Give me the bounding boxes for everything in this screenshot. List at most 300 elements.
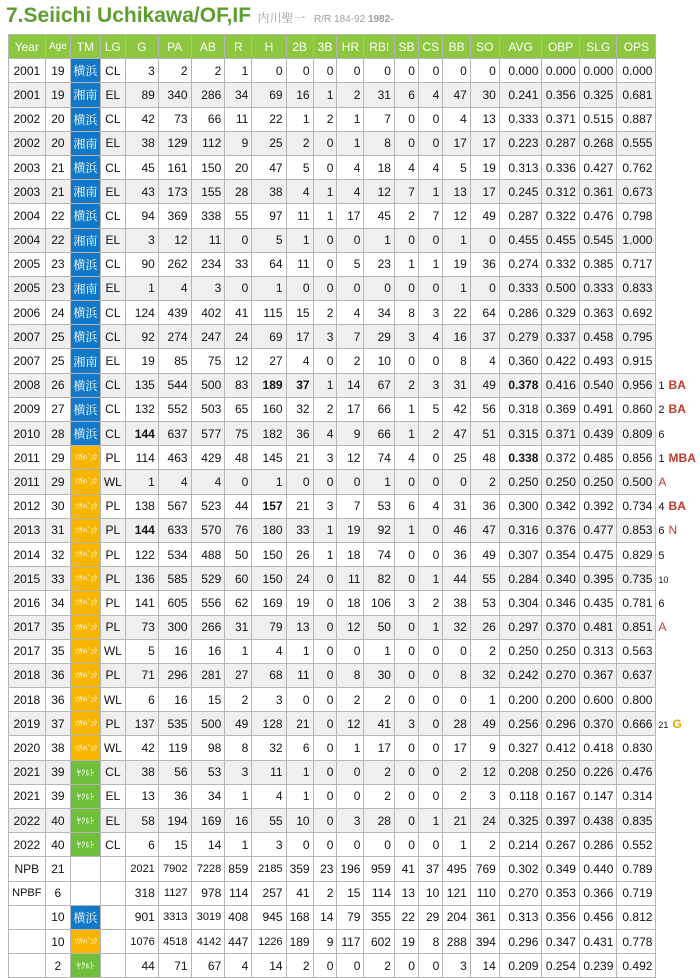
team-cell: 横浜 [71,155,101,179]
seasons-count: 10 [45,929,70,953]
stat-cell-h: 257 [252,881,286,905]
stat-cell-slg: 0.367 [579,663,617,687]
stat-cell-obp: 0.296 [542,712,580,736]
stat-cell-pa: 262 [158,252,191,276]
stat-cell-avg: 0.214 [499,833,542,857]
stat-cell-d: 0 [286,470,313,494]
player-name-jp: 内川聖一 [257,11,306,25]
stat-cell-so: 110 [470,881,499,905]
stat-cell-slg: 0.515 [579,107,617,131]
team-cell: ｿﾌﾄﾊﾞﾝｸ [71,518,101,542]
award-note [656,518,700,542]
stat-cell-obp: 0.346 [542,591,580,615]
stat-cell-r: 0 [225,470,252,494]
team-cell: ﾔｸﾙﾄ [71,833,101,857]
column-header: SO [470,35,499,59]
stat-cell-ops: 0.860 [617,397,656,421]
team-cell: 湘南 [71,228,101,252]
stat-cell-sb: 0 [394,131,418,155]
stat-cell-ops: 0.476 [617,760,656,784]
header-spacer [656,35,700,59]
stat-cell-r: 48 [225,446,252,470]
stat-cell-cs: 2 [418,422,442,446]
stat-cell-ab: 2 [191,59,225,83]
stat-cell-h: 150 [252,542,286,566]
stat-cell-hr: 0 [337,639,364,663]
stat-cell-t: 2 [313,397,337,421]
stat-cell-ops: 0.851 [617,615,656,639]
column-header: OBP [542,35,580,59]
year-cell: 2003 [9,155,46,179]
team-cell: ﾔｸﾙﾄ [71,954,101,978]
league-cell: CL [100,760,126,784]
stat-cell-sb: 6 [394,494,418,518]
stat-cell-g: 3 [126,59,159,83]
stat-cell-so: 2 [470,639,499,663]
stat-cell-d: 21 [286,446,313,470]
stat-cell-rbi: 12 [364,180,395,204]
stat-cell-ab: 75 [191,349,225,373]
stat-cell-slg: 0.392 [579,494,617,518]
stat-cell-cs: 1 [418,252,442,276]
stat-cell-bb: 0 [443,470,471,494]
stat-cell-cs: 4 [418,155,442,179]
table-row [9,591,700,615]
stat-cell-pa: 4518 [158,929,191,953]
award-note [656,204,700,228]
stat-cell-pa: 534 [158,542,191,566]
stat-cell-g: 136 [126,567,159,591]
stat-cell-d: 1 [286,639,313,663]
award-note [656,349,700,373]
stat-cell-bb: 1 [443,833,471,857]
seasons-count: 10 [45,905,70,929]
stat-cell-pa: 274 [158,325,191,349]
stat-cell-g: 19 [126,349,159,373]
stat-cell-cs: 0 [418,784,442,808]
stat-cell-t: 2 [313,107,337,131]
stat-cell-ab: 34 [191,784,225,808]
stat-cell-g: 1076 [126,929,159,953]
stat-cell-d: 11 [286,204,313,228]
stat-cell-ab: 402 [191,301,225,325]
stat-cell-cs: 4 [418,494,442,518]
stat-cell-bb: 495 [443,857,471,881]
stat-cell-slg: 0.361 [579,180,617,204]
team-cell: ｿﾌﾄﾊﾞﾝｸ [71,591,101,615]
stat-cell-so: 14 [470,954,499,978]
stat-cell-obp: 0.376 [542,518,580,542]
stat-cell-so: 361 [470,905,499,929]
stat-cell-obp: 0.322 [542,204,580,228]
stat-cell-obp: 0.416 [542,373,580,397]
stat-cell-ab: 169 [191,809,225,833]
stat-cell-r: 28 [225,180,252,204]
table-row [9,131,700,155]
stat-cell-r: 8 [225,736,252,760]
stat-cell-g: 92 [126,325,159,349]
stat-cell-pa: 12 [158,228,191,252]
stat-cell-t: 2 [313,881,337,905]
stat-cell-ab: 266 [191,615,225,639]
table-row [9,446,700,470]
stat-cell-avg: 0.378 [499,373,542,397]
stat-cell-bb: 8 [443,663,471,687]
stat-cell-slg: 0.600 [579,688,617,712]
stat-cell-slg: 0.286 [579,833,617,857]
totals-row [9,905,700,929]
stat-cell-so: 2 [470,833,499,857]
award-note [656,180,700,204]
league-cell: WL [100,688,126,712]
stat-cell-cs: 10 [418,881,442,905]
stat-cell-so: 30 [470,83,499,107]
stat-cell-d: 0 [286,276,313,300]
stat-cell-h: 150 [252,567,286,591]
stat-cell-bb: 36 [443,542,471,566]
table-row [9,83,700,107]
stat-cell-g: 132 [126,397,159,421]
stat-cell-h: 22 [252,107,286,131]
stat-cell-rbi: 66 [364,397,395,421]
stat-cell-avg: 0.307 [499,542,542,566]
column-header: AB [191,35,225,59]
stat-cell-d: 33 [286,518,313,542]
stat-cell-avg: 0.256 [499,712,542,736]
header-row [9,35,700,59]
stat-cell-sb: 0 [394,567,418,591]
stat-cell-sb: 0 [394,615,418,639]
league-cell: CL [100,155,126,179]
year-cell: 2001 [9,59,46,83]
stat-cell-sb: 0 [394,59,418,83]
stat-cell-t: 0 [313,712,337,736]
age-cell: 27 [45,397,70,421]
table-row [9,228,700,252]
award-badge: MBA [668,450,696,465]
stat-cell-so: 19 [470,155,499,179]
award-note [656,663,700,687]
stat-cell-bb: 2 [443,784,471,808]
stat-cell-t: 0 [313,591,337,615]
stat-cell-avg: 0.208 [499,760,542,784]
stat-cell-avg: 0.286 [499,301,542,325]
stat-cell-r: 2 [225,688,252,712]
stat-cell-g: 3 [126,228,159,252]
stat-cell-pa: 300 [158,615,191,639]
league-cell: CL [100,833,126,857]
stat-cell-pa: 194 [158,809,191,833]
award-note [656,397,700,421]
stat-cell-hr: 0 [337,59,364,83]
year-cell: 2021 [9,760,46,784]
stat-cell-rbi: 959 [364,857,395,881]
stat-cell-so: 47 [470,518,499,542]
stat-cell-ops: 0.856 [617,446,656,470]
stat-cell-cs: 3 [418,301,442,325]
stat-cell-sb: 0 [394,809,418,833]
stat-cell-t: 0 [313,59,337,83]
stat-cell-pa: 585 [158,567,191,591]
stat-cell-bb: 21 [443,809,471,833]
stat-cell-sb: 1 [394,397,418,421]
stat-cell-slg: 0.435 [579,591,617,615]
stat-cell-slg: 0.226 [579,760,617,784]
year-cell: 2012 [9,494,46,518]
stat-cell-pa: 552 [158,397,191,421]
stat-cell-bb: 28 [443,712,471,736]
stat-cell-obp: 0.167 [542,784,580,808]
stat-cell-ab: 529 [191,567,225,591]
stat-cell-r: 55 [225,204,252,228]
league-cell: PL [100,712,126,736]
stat-cell-cs: 0 [418,639,442,663]
table-row [9,155,700,179]
league-cell: PL [100,615,126,639]
award-note [656,422,700,446]
stat-cell-obp: 0.337 [542,325,580,349]
stat-cell-avg: 0.338 [499,446,542,470]
stat-cell-t: 0 [313,131,337,155]
stat-cell-sb: 0 [394,954,418,978]
stat-cell-cs: 2 [418,591,442,615]
stat-cell-d: 11 [286,663,313,687]
stat-cell-cs: 0 [418,349,442,373]
stat-cell-slg: 0.438 [579,809,617,833]
stat-cell-r: 1 [225,59,252,83]
stat-cell-pa: 4 [158,276,191,300]
stat-cell-sb: 3 [394,712,418,736]
stat-cell-ab: 488 [191,542,225,566]
stat-cell-so: 12 [470,760,499,784]
stat-cell-h: 4 [252,784,286,808]
stat-cell-ab: 7228 [191,857,225,881]
stat-cell-bb: 121 [443,881,471,905]
stat-cell-obp: 0.412 [542,736,580,760]
ops-rank: 2 [658,404,665,417]
stat-cell-bb: 12 [443,204,471,228]
stat-cell-r: 3 [225,760,252,784]
stat-cell-t: 0 [313,470,337,494]
column-header: PA [158,35,191,59]
column-header: TM [71,35,101,59]
table-row [9,688,700,712]
stat-cell-ops: 0.887 [617,107,656,131]
stat-cell-obp: 0.270 [542,663,580,687]
award-note [656,591,700,615]
age-cell: 21 [45,155,70,179]
stat-cell-d: 2 [286,131,313,155]
stat-cell-ops: 0.781 [617,591,656,615]
stat-cell-h: 0 [252,59,286,83]
table-row [9,833,700,857]
stat-cell-bb: 19 [443,252,471,276]
team-cell: 横浜 [71,422,101,446]
stat-cell-ab: 500 [191,712,225,736]
stat-cell-rbi: 7 [364,107,395,131]
table-row [9,422,700,446]
stat-cell-pa: 637 [158,422,191,446]
stat-cell-so: 48 [470,446,499,470]
totals-row [9,954,700,978]
stat-cell-avg: 0.209 [499,954,542,978]
stat-cell-sb: 0 [394,688,418,712]
team-cell: ｿﾌﾄﾊﾞﾝｸ [71,615,101,639]
year-cell: 2011 [9,470,46,494]
league-cell [100,881,126,905]
stat-cell-so: 4 [470,349,499,373]
stat-cell-hr: 15 [337,881,364,905]
stat-cell-r: 1 [225,833,252,857]
award-note [656,809,700,833]
award-note [656,542,700,566]
stat-cell-h: 14 [252,954,286,978]
stat-cell-sb: 22 [394,905,418,929]
stat-cell-obp: 0.329 [542,301,580,325]
stat-cell-hr: 7 [337,325,364,349]
stat-cell-slg: 0.545 [579,228,617,252]
stat-cell-avg: 0.250 [499,470,542,494]
stat-cell-ab: 503 [191,397,225,421]
stat-cell-ops: 0.789 [617,857,656,881]
stat-cell-avg: 0.279 [499,325,542,349]
stat-cell-h: 157 [252,494,286,518]
stat-cell-r: 1 [225,639,252,663]
year-cell: 2020 [9,736,46,760]
team-cell: 横浜 [71,325,101,349]
stat-cell-ab: 67 [191,954,225,978]
stat-cell-ops: 0.552 [617,833,656,857]
stat-cell-bb: 46 [443,518,471,542]
stat-cell-g: 122 [126,542,159,566]
stat-cell-rbi: 114 [364,881,395,905]
league-cell: EL [100,809,126,833]
stat-cell-t: 0 [313,833,337,857]
stat-cell-avg: 0.284 [499,567,542,591]
age-cell: 22 [45,228,70,252]
stat-cell-t: 9 [313,929,337,953]
stat-cell-t: 0 [313,784,337,808]
stat-cell-pa: 129 [158,131,191,155]
year-cell: 2013 [9,518,46,542]
stat-cell-h: 27 [252,349,286,373]
table-row [9,373,700,397]
stat-cell-avg: 0.333 [499,107,542,131]
stat-cell-r: 50 [225,542,252,566]
stat-cell-d: 0 [286,59,313,83]
table-row [9,712,700,736]
stat-cell-ops: 0.555 [617,131,656,155]
age-cell: 33 [45,567,70,591]
stat-cell-t: 0 [313,760,337,784]
team-cell: 横浜 [71,905,101,929]
league-cell: EL [100,83,126,107]
column-header: SLG [579,35,617,59]
stat-cell-rbi: 66 [364,422,395,446]
stat-cell-bb: 3 [443,954,471,978]
stat-cell-slg: 0.485 [579,446,617,470]
player-title: 7.Seiichi Uchikawa/OF,IF [6,4,252,27]
stat-cell-sb: 4 [394,155,418,179]
stat-cell-g: 5 [126,639,159,663]
stat-cell-d: 11 [286,252,313,276]
year-cell: 2005 [9,276,46,300]
stat-cell-g: 138 [126,494,159,518]
stat-cell-obp: 0.000 [542,59,580,83]
stat-cell-r: 62 [225,591,252,615]
stat-cell-sb: 0 [394,784,418,808]
stat-cell-cs: 1 [418,180,442,204]
stat-cell-so: 394 [470,929,499,953]
stat-cell-pa: 1127 [158,881,191,905]
stat-cell-ab: 570 [191,518,225,542]
award-note [656,494,700,518]
stat-cell-slg: 0.475 [579,542,617,566]
totals-row [9,857,700,881]
stat-cell-h: 4 [252,639,286,663]
stat-cell-obp: 0.356 [542,83,580,107]
stat-cell-hr: 5 [337,252,364,276]
stat-cell-d: 1 [286,107,313,131]
age-cell: 37 [45,712,70,736]
column-header: 2B [286,35,313,59]
stat-cell-slg: 0.456 [579,905,617,929]
ops-rank: 1 [658,452,665,465]
stat-cell-obp: 0.356 [542,905,580,929]
stat-cell-g: 144 [126,422,159,446]
team-cell: ｿﾌﾄﾊﾞﾝｸ [71,446,101,470]
stat-cell-h: 128 [252,712,286,736]
stat-cell-avg: 0.296 [499,929,542,953]
stat-cell-so: 64 [470,301,499,325]
stat-cell-d: 189 [286,929,313,953]
stat-cell-hr: 196 [337,857,364,881]
year-cell: 2007 [9,349,46,373]
age-cell: 34 [45,591,70,615]
stat-cell-bb: 17 [443,736,471,760]
stat-cell-sb: 41 [394,857,418,881]
ops-rank: 10 [658,574,669,585]
stat-cell-ops: 0.717 [617,252,656,276]
stat-cell-so: 49 [470,712,499,736]
stat-cell-ab: 15 [191,688,225,712]
award-badge: A [658,474,667,489]
stat-cell-t: 0 [313,276,337,300]
stat-cell-rbi: 23 [364,252,395,276]
stat-cell-g: 6 [126,833,159,857]
stat-cell-avg: 0.297 [499,615,542,639]
age-cell: 39 [45,760,70,784]
stat-cell-r: 44 [225,494,252,518]
stat-cell-obp: 0.349 [542,857,580,881]
stat-cell-sb: 0 [394,736,418,760]
stat-cell-slg: 0.333 [579,276,617,300]
stat-cell-h: 1226 [252,929,286,953]
stat-cell-rbi: 29 [364,325,395,349]
stat-cell-avg: 0.245 [499,180,542,204]
stat-cell-ops: 0.719 [617,881,656,905]
team-cell: 横浜 [71,252,101,276]
seasons-count: 2 [45,954,70,978]
stat-cell-hr: 2 [337,83,364,107]
stat-cell-d: 4 [286,180,313,204]
stat-cell-sb: 2 [394,373,418,397]
stat-cell-bb: 1 [443,228,471,252]
stat-cell-d: 10 [286,809,313,833]
award-note [656,131,700,155]
stat-cell-obp: 0.371 [542,107,580,131]
stat-cell-obp: 0.354 [542,542,580,566]
